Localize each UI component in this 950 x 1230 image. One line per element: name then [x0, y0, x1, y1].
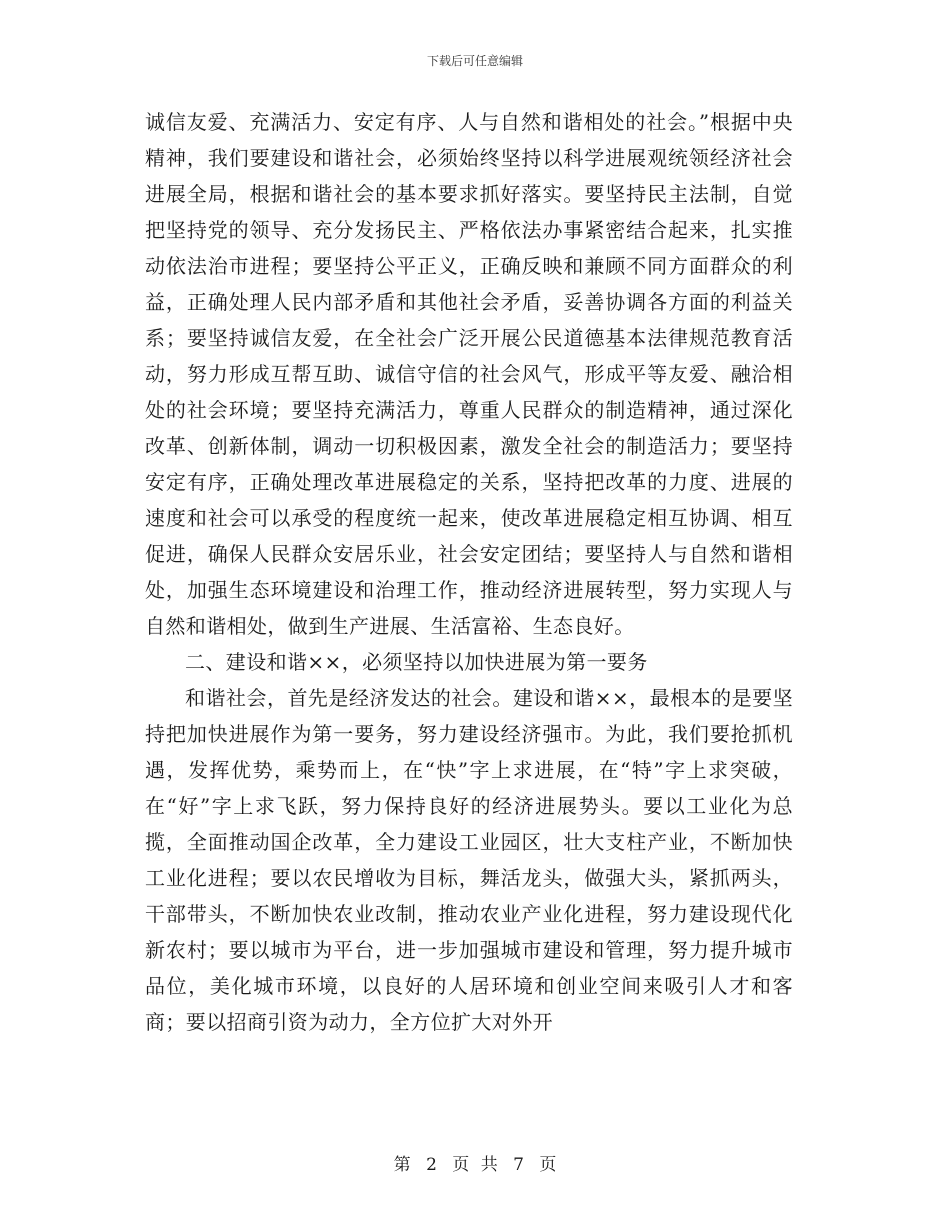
current-page-number: 2	[426, 1155, 437, 1175]
page-footer	[0, 1154, 950, 1176]
footer-prefix: 第	[393, 1155, 411, 1175]
document-body	[145, 104, 793, 1040]
paragraph: 诚信友爱、充满活力、安定有序、人与自然和谐相处的社会。”根据中央精神，我们要建设和谐社会，必须始终坚持以科学进展观统领经济社会进展全局，根据和谐社会的基本要求抓好落实。要坚持民主法制，自觉把坚持党的领导、充分发扬民主、严格依法办事紧密结合起来，扎实推动依法治市进程；要坚持公平正义，正确反映和兼顾不同方面群众的利益，正确处理人民内部矛盾和其他社会矛盾，妥善协调各方面的利益关系；要坚持诚信友爱，在全社会广泛开展公民道德基本法律规范教育活动，努力形成互帮互助、诚信守信的社会风气，形成平等友爱、融洽相处的社会环境；要坚持充满活力，尊重人民群众的制造精神，通过深化改革、创新体制，调动一切积极因素，激发全社会的制造活力；要坚持安定有序，正确处理改革进展稳定的关系，坚持把改革的力度、进展的速度和社会可以承受的程度统一起来，使改革进展稳定相互协调、相互促进，确保人民群众安居乐业，社会安定团结；要坚持人与自然和谐相处，加强生态环境建设和治理工作，推动经济进展转型，努力实现人与自然和谐相处，做到生产进展、生活富裕、生态良好。	[145, 110, 793, 638]
total-page-count: 7	[513, 1155, 524, 1175]
section-heading: 二、建设和谐××，必须坚持以加快进展为第一要务	[185, 650, 648, 674]
footer-suffix: 页	[539, 1155, 557, 1175]
footer-middle: 页 共	[452, 1155, 498, 1175]
page-header: 下载后可任意编辑	[426, 54, 523, 68]
paragraph: 和谐社会，首先是经济发达的社会。建设和谐××，最根本的是要坚持把加快进展作为第一要务，努力建设经济强市。为此，我们要抢抓机遇，发挥优势，乘势而上，在“快”字上求进展，在“特”字上求突破，在“好”字上求飞跃，努力保持良好的经济进展势头。要以工业化为总揽，全面推动国企改革，全力建设工业园区，壮大支柱产业，不断加快工业化进程；要以农民增收为目标，舞活龙头，做强大头，紧抓两头，干部带头，不断加快农业改制，推动农业产业化进程，努力建设现代化新农村；要以城市为平台，进一步加强城市建设和管理，努力提升城市品位，美化城市环境，以良好的人居环境和创业空间来吸引人才和客商；要以招商引资为动力，全方位扩大对外开	[145, 686, 793, 1034]
